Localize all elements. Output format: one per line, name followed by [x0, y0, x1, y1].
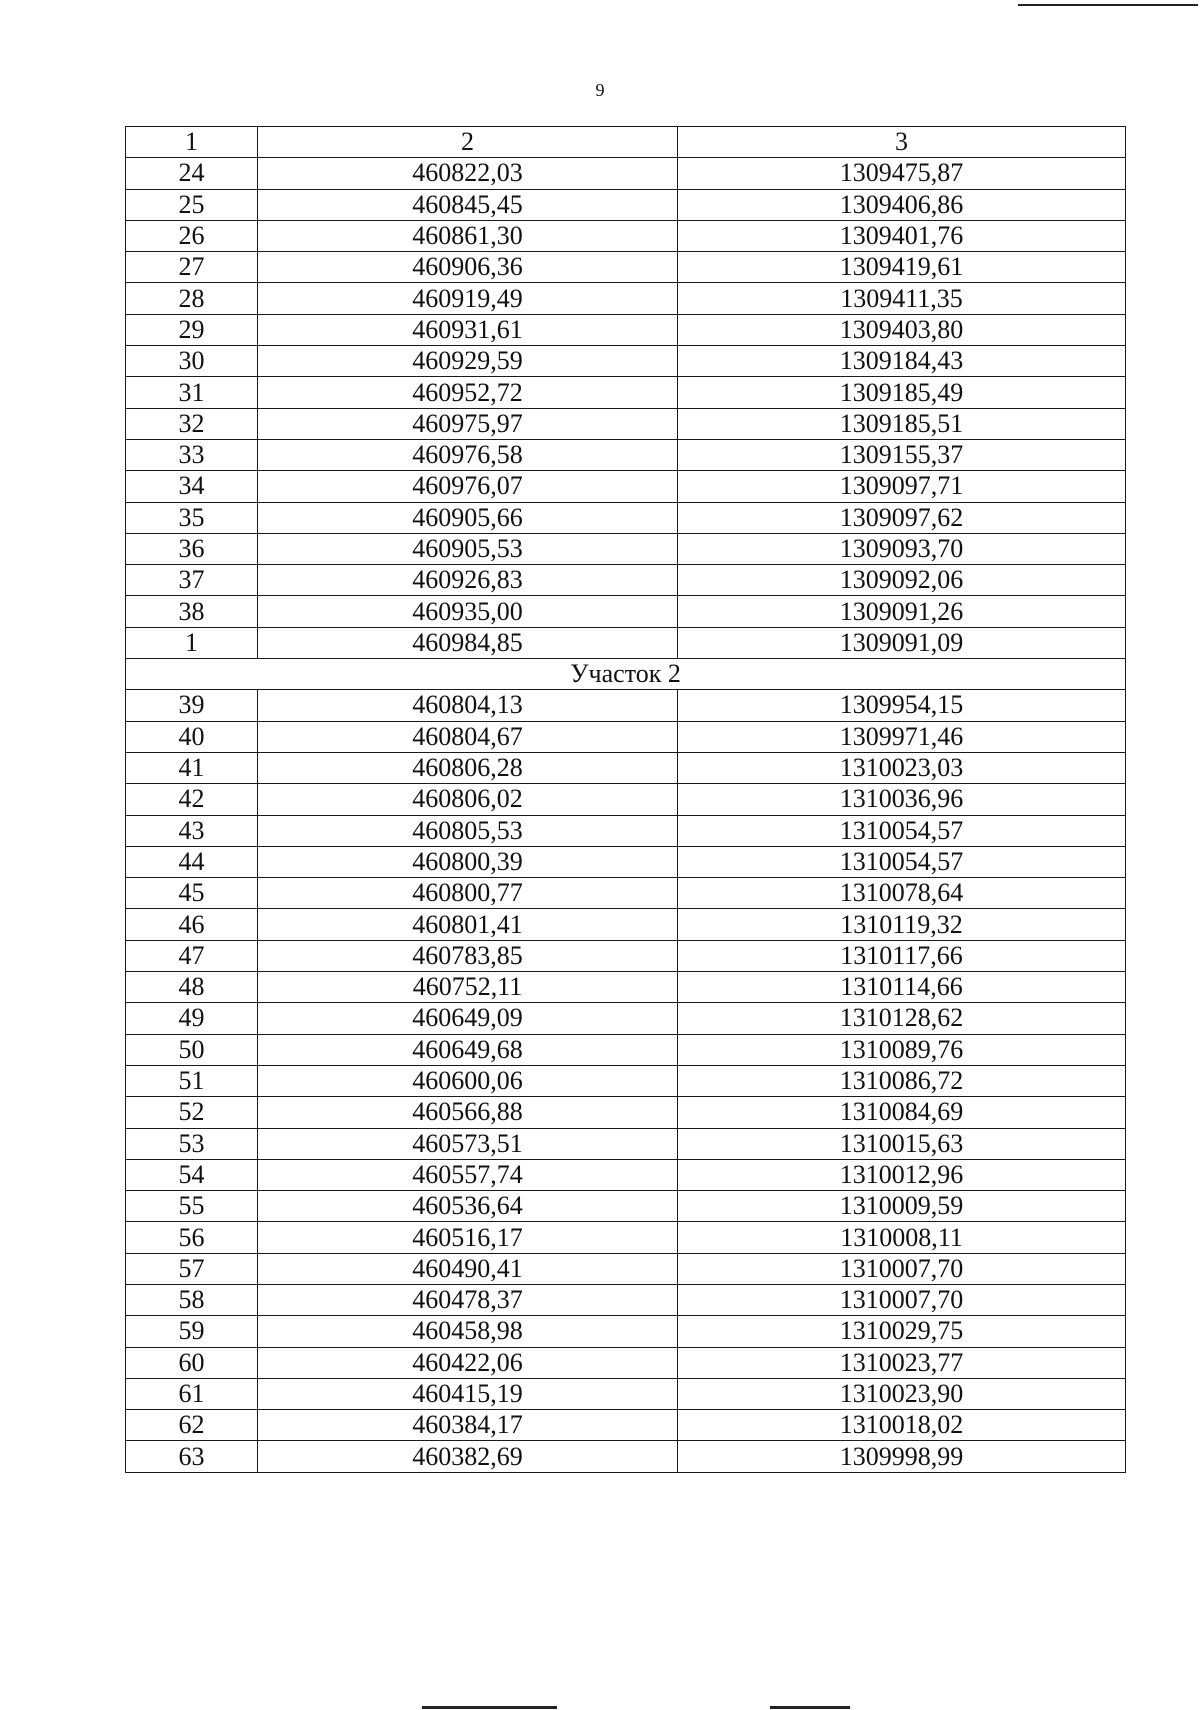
table-row: [126, 408, 1126, 439]
x-coordinate-cell: 460935,00: [258, 596, 678, 627]
y-coordinate-cell: 1309185,49: [678, 377, 1126, 408]
column-header-number: 1: [126, 127, 258, 158]
y-coordinate-cell: 1310119,32: [678, 909, 1126, 940]
y-coordinate-cell: 1309093,70: [678, 533, 1126, 564]
x-coordinate-cell: 460976,58: [258, 439, 678, 470]
point-number-cell: 54: [126, 1159, 258, 1190]
x-coordinate-cell: 460566,88: [258, 1097, 678, 1128]
point-number-cell: 51: [126, 1065, 258, 1096]
x-coordinate-cell: 460976,07: [258, 471, 678, 502]
point-number-cell: 39: [126, 690, 258, 721]
column-header-x: 2: [258, 127, 678, 158]
y-coordinate-cell: 1310015,63: [678, 1128, 1126, 1159]
y-coordinate-cell: 1309954,15: [678, 690, 1126, 721]
point-number-cell: 62: [126, 1410, 258, 1441]
y-coordinate-cell: 1309406,86: [678, 189, 1126, 220]
y-coordinate-cell: 1310078,64: [678, 878, 1126, 909]
table-row: [126, 346, 1126, 377]
x-coordinate-cell: 460801,41: [258, 909, 678, 940]
table-row: [126, 1253, 1126, 1284]
table-row: [126, 1347, 1126, 1378]
x-coordinate-cell: 460806,02: [258, 784, 678, 815]
table-row: [126, 815, 1126, 846]
y-coordinate-cell: 1310012,96: [678, 1159, 1126, 1190]
point-number-cell: 58: [126, 1284, 258, 1315]
table-row: [126, 1034, 1126, 1065]
y-coordinate-cell: 1310008,11: [678, 1222, 1126, 1253]
y-coordinate-cell: 1310007,70: [678, 1253, 1126, 1284]
x-coordinate-cell: 460422,06: [258, 1347, 678, 1378]
x-coordinate-cell: 460804,67: [258, 721, 678, 752]
table-row: [126, 314, 1126, 345]
y-coordinate-cell: 1310086,72: [678, 1065, 1126, 1096]
table-row: [126, 533, 1126, 564]
x-coordinate-cell: 460557,74: [258, 1159, 678, 1190]
point-number-cell: 29: [126, 314, 258, 345]
y-coordinate-cell: 1310054,57: [678, 846, 1126, 877]
point-number-cell: 27: [126, 252, 258, 283]
x-coordinate-cell: 460975,97: [258, 408, 678, 439]
x-coordinate-cell: 460800,77: [258, 878, 678, 909]
point-number-cell: 40: [126, 721, 258, 752]
point-number-cell: 48: [126, 972, 258, 1003]
point-number-cell: 53: [126, 1128, 258, 1159]
table-row: [126, 972, 1126, 1003]
table-row: [126, 283, 1126, 314]
y-coordinate-cell: 1309403,80: [678, 314, 1126, 345]
table-row: [126, 752, 1126, 783]
x-coordinate-cell: 460845,45: [258, 189, 678, 220]
point-number-cell: 25: [126, 189, 258, 220]
point-number-cell: 24: [126, 158, 258, 189]
point-number-cell: 32: [126, 408, 258, 439]
x-coordinate-cell: 460929,59: [258, 346, 678, 377]
y-coordinate-cell: 1309155,37: [678, 439, 1126, 470]
y-coordinate-cell: 1310007,70: [678, 1284, 1126, 1315]
y-coordinate-cell: 1309097,62: [678, 502, 1126, 533]
x-coordinate-cell: 460783,85: [258, 940, 678, 971]
scan-edge-line-bottom-1: [422, 1706, 557, 1709]
table-row: [126, 471, 1126, 502]
y-coordinate-cell: 1309091,26: [678, 596, 1126, 627]
table-row: [126, 1284, 1126, 1315]
scan-edge-line-bottom-2: [770, 1706, 850, 1709]
y-coordinate-cell: 1310114,66: [678, 972, 1126, 1003]
x-coordinate-cell: 460415,19: [258, 1378, 678, 1409]
x-coordinate-cell: 460919,49: [258, 283, 678, 314]
point-number-cell: 1: [126, 627, 258, 658]
point-number-cell: 30: [126, 346, 258, 377]
table-row: [126, 909, 1126, 940]
table-row: [126, 502, 1126, 533]
table-row: [126, 878, 1126, 909]
table-header-row: [126, 127, 1126, 158]
y-coordinate-cell: 1310023,03: [678, 752, 1126, 783]
y-coordinate-cell: 1310054,57: [678, 815, 1126, 846]
table-row: [126, 1097, 1126, 1128]
y-coordinate-cell: 1309184,43: [678, 346, 1126, 377]
y-coordinate-cell: 1309185,51: [678, 408, 1126, 439]
x-coordinate-cell: 460649,09: [258, 1003, 678, 1034]
x-coordinate-cell: 460984,85: [258, 627, 678, 658]
point-number-cell: 36: [126, 533, 258, 564]
x-coordinate-cell: 460573,51: [258, 1128, 678, 1159]
x-coordinate-cell: 460800,39: [258, 846, 678, 877]
y-coordinate-cell: 1310084,69: [678, 1097, 1126, 1128]
table-row: [126, 565, 1126, 596]
x-coordinate-cell: 460536,64: [258, 1191, 678, 1222]
y-coordinate-cell: 1310036,96: [678, 784, 1126, 815]
point-number-cell: 59: [126, 1316, 258, 1347]
point-number-cell: 61: [126, 1378, 258, 1409]
point-number-cell: 43: [126, 815, 258, 846]
y-coordinate-cell: 1309097,71: [678, 471, 1126, 502]
x-coordinate-cell: 460931,61: [258, 314, 678, 345]
table-row: [126, 189, 1126, 220]
x-coordinate-cell: 460384,17: [258, 1410, 678, 1441]
table-row: [126, 1410, 1126, 1441]
table-row: [126, 1191, 1126, 1222]
point-number-cell: 46: [126, 909, 258, 940]
x-coordinate-cell: 460600,06: [258, 1065, 678, 1096]
point-number-cell: 42: [126, 784, 258, 815]
point-number-cell: 35: [126, 502, 258, 533]
point-number-cell: 28: [126, 283, 258, 314]
table-row: [126, 721, 1126, 752]
x-coordinate-cell: 460861,30: [258, 220, 678, 251]
x-coordinate-cell: 460906,36: [258, 252, 678, 283]
scan-edge-line-top: [1018, 4, 1198, 6]
x-coordinate-cell: 460490,41: [258, 1253, 678, 1284]
table-row: [126, 1378, 1126, 1409]
y-coordinate-cell: 1309419,61: [678, 252, 1126, 283]
table-row: [126, 1003, 1126, 1034]
point-number-cell: 49: [126, 1003, 258, 1034]
x-coordinate-cell: 460905,53: [258, 533, 678, 564]
table-row: [126, 940, 1126, 971]
table-row: [126, 784, 1126, 815]
table-row: [126, 1316, 1126, 1347]
y-coordinate-cell: 1310023,90: [678, 1378, 1126, 1409]
table-row: [126, 1065, 1126, 1096]
coordinates-table-body: [126, 127, 1126, 1473]
point-number-cell: 56: [126, 1222, 258, 1253]
point-number-cell: 44: [126, 846, 258, 877]
point-number-cell: 26: [126, 220, 258, 251]
y-coordinate-cell: 1309401,76: [678, 220, 1126, 251]
x-coordinate-cell: 460822,03: [258, 158, 678, 189]
table-row: [126, 690, 1126, 721]
point-number-cell: 41: [126, 752, 258, 783]
y-coordinate-cell: 1310128,62: [678, 1003, 1126, 1034]
y-coordinate-cell: 1309971,46: [678, 721, 1126, 752]
x-coordinate-cell: 460952,72: [258, 377, 678, 408]
point-number-cell: 57: [126, 1253, 258, 1284]
x-coordinate-cell: 460926,83: [258, 565, 678, 596]
y-coordinate-cell: 1309411,35: [678, 283, 1126, 314]
section-row: [126, 659, 1126, 690]
y-coordinate-cell: 1310029,75: [678, 1316, 1126, 1347]
point-number-cell: 31: [126, 377, 258, 408]
y-coordinate-cell: 1309092,06: [678, 565, 1126, 596]
table-row: [126, 1159, 1126, 1190]
point-number-cell: 63: [126, 1441, 258, 1472]
table-row: [126, 846, 1126, 877]
y-coordinate-cell: 1309475,87: [678, 158, 1126, 189]
point-number-cell: 38: [126, 596, 258, 627]
point-number-cell: 34: [126, 471, 258, 502]
table-row: [126, 377, 1126, 408]
y-coordinate-cell: 1310009,59: [678, 1191, 1126, 1222]
table-row: [126, 627, 1126, 658]
table-row: [126, 1128, 1126, 1159]
point-number-cell: 50: [126, 1034, 258, 1065]
table-row: [126, 1222, 1126, 1253]
x-coordinate-cell: 460752,11: [258, 972, 678, 1003]
x-coordinate-cell: 460458,98: [258, 1316, 678, 1347]
x-coordinate-cell: 460804,13: [258, 690, 678, 721]
y-coordinate-cell: 1310023,77: [678, 1347, 1126, 1378]
x-coordinate-cell: 460905,66: [258, 502, 678, 533]
section-title: Участок 2: [126, 659, 1126, 690]
point-number-cell: 45: [126, 878, 258, 909]
point-number-cell: 52: [126, 1097, 258, 1128]
point-number-cell: 37: [126, 565, 258, 596]
point-number-cell: 60: [126, 1347, 258, 1378]
x-coordinate-cell: 460382,69: [258, 1441, 678, 1472]
page-number: 9: [595, 80, 605, 100]
y-coordinate-cell: 1309091,09: [678, 627, 1126, 658]
column-header-y: 3: [678, 127, 1126, 158]
point-number-cell: 33: [126, 439, 258, 470]
point-number-cell: 47: [126, 940, 258, 971]
x-coordinate-cell: 460478,37: [258, 1284, 678, 1315]
table-row: [126, 158, 1126, 189]
table-row: [126, 252, 1126, 283]
x-coordinate-cell: 460806,28: [258, 752, 678, 783]
x-coordinate-cell: 460805,53: [258, 815, 678, 846]
y-coordinate-cell: 1309998,99: [678, 1441, 1126, 1472]
point-number-cell: 55: [126, 1191, 258, 1222]
table-row: [126, 220, 1126, 251]
y-coordinate-cell: 1310089,76: [678, 1034, 1126, 1065]
table-row: [126, 1441, 1126, 1472]
coordinates-table: [125, 126, 1126, 1473]
table-row: [126, 439, 1126, 470]
y-coordinate-cell: 1310117,66: [678, 940, 1126, 971]
x-coordinate-cell: 460649,68: [258, 1034, 678, 1065]
table-row: [126, 596, 1126, 627]
y-coordinate-cell: 1310018,02: [678, 1410, 1126, 1441]
x-coordinate-cell: 460516,17: [258, 1222, 678, 1253]
